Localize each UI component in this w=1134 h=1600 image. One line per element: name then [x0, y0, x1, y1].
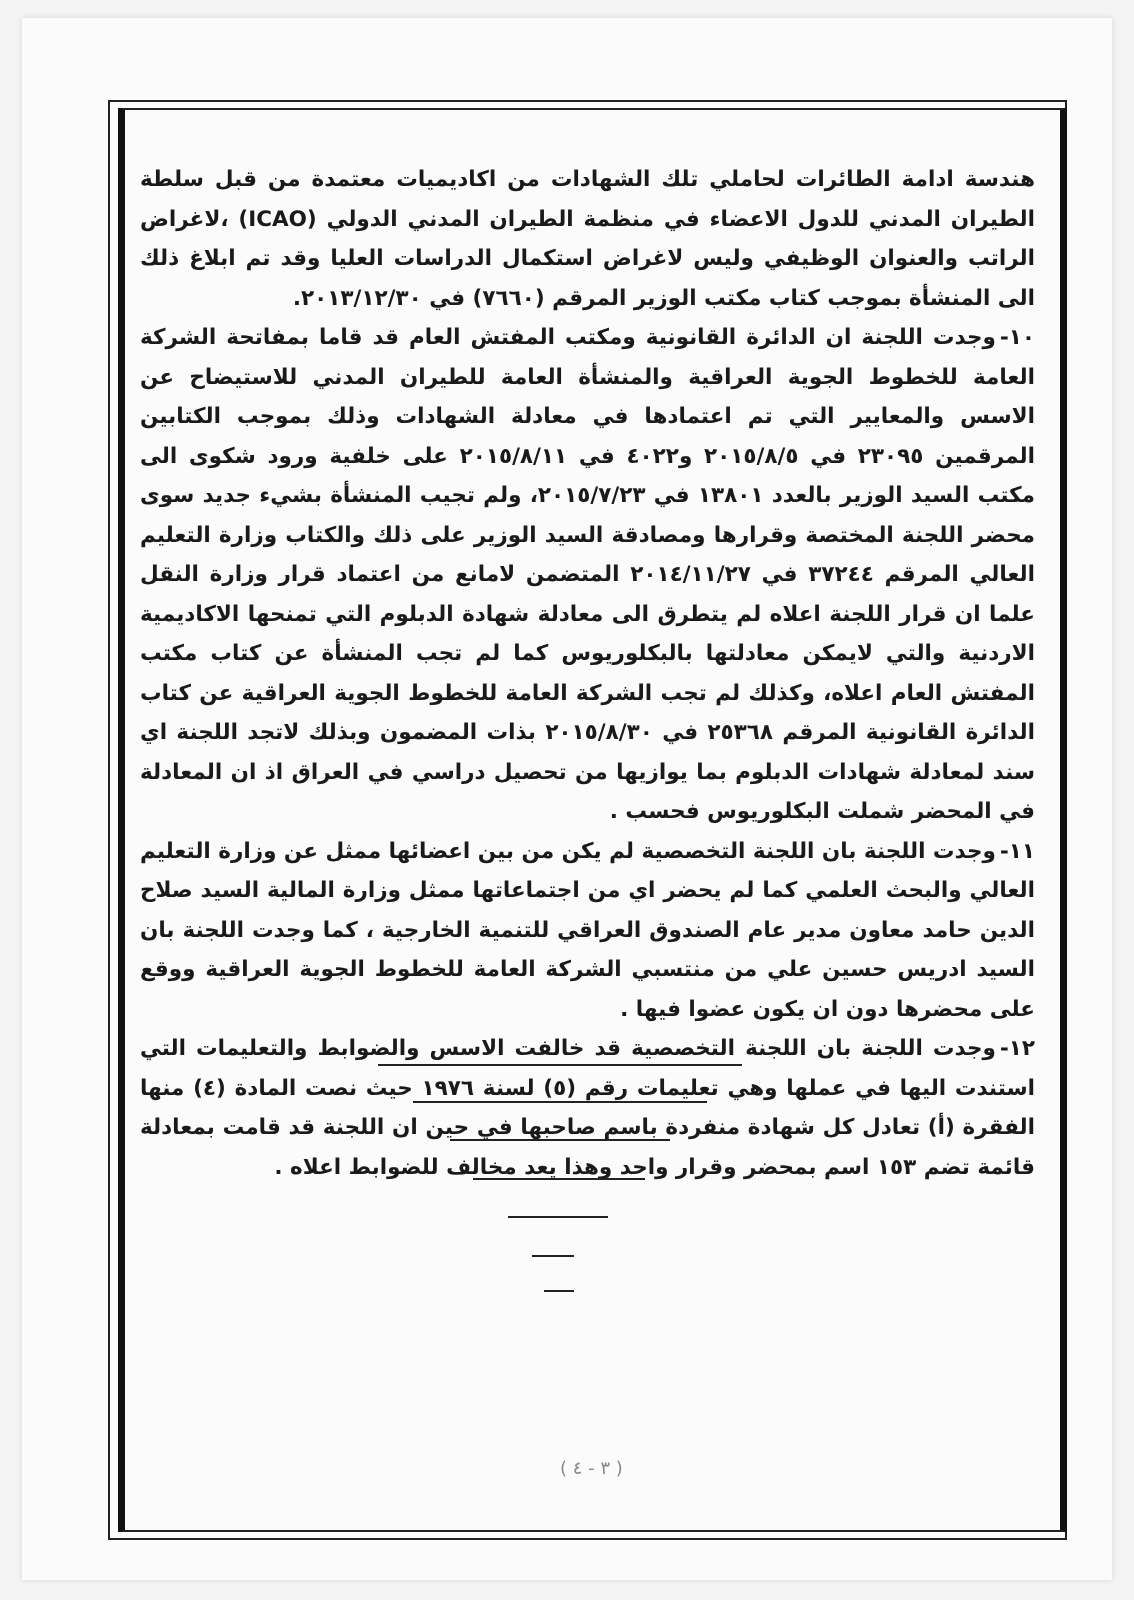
closing-rule — [450, 1139, 670, 1141]
closing-rule — [413, 1101, 707, 1103]
item-text: وجدت اللجنة ان الدائرة القانونية ومكتب المفتش العام قد قاما بمفاتحة الشركة العامة للخطوط الجوية العراقية والمنشأة العامة للطيران المدني للاستيضاح عن الاسس والمعايير التي تم اعتمادها في معادلة الشهادات وذلك بموجب الكتابين المرقمين ٢٣٠٩٥ في ٢٠١٥/٨/٥ و٤٠٢٢ في ٢٠١٥/٨/١١ على خلفية ورود شكوى الى مكتب السيد الوزير بالعدد ١٣٨٠١ في ٢٠١٥/٧/٢٣، ولم تجيب المنشأة بشيء جديد سوى محضر اللجنة المختصة وقرارها ومصادقة السيد الوزير على ذلك والكتاب وزارة التعليم العالي المرقم ٣٧٢٤٤ في ٢٠١٤/١١/٢٧ المتضمن لامانع من اعتماد قرار وزارة النقل علما ان قرار اللجنة اعلاه لم يتطرق الى معادلة شهادة الدبلوم التي تمنحها الاكاديمية الاردنية والتي لايمكن معادلتها بالبكلوريوس كما لم تجب المنشأة عن كتاب مكتب المفتش العام اعلاه، وكذلك لم تجب الشركة العامة للخطوط الجوية العراقية عن كتاب الدائرة القانونية المرقم ٢٥٣٦٨ في ٢٠١٥/٨/٣٠ بذات المضمون وبذلك لاتجد اللجنة اي سند لمعادلة شهادات الدبلوم بما يوازيها من تحصيل دراسي في العراق اذ ان المعادلة في المحضر شملت البكلوريوس فحسب . — [140, 325, 1035, 824]
closing-rule — [544, 1290, 574, 1292]
numbered-item-12 — [140, 1029, 1035, 1187]
numbered-item-10 — [140, 318, 1035, 832]
paragraph-continuation — [140, 160, 1035, 318]
item-text: وجدت اللجنة بان اللجنة التخصصية قد خالفت الاسس والضوابط والتعليمات التي استندت اليها في عملها وهي تعليمات رقم (٥) لسنة ١٩٧٦ حيث نصت المادة (٤) منها الفقرة (أ) تعادل كل شهادة منفردة باسم صاحبها في حين ان اللجنة قد قامت بمعادلة قائمة تضم ١٥٣ اسم بمحضر وقرار واحد وهذا يعد مخالف للضوابط اعلاه . — [140, 1036, 1035, 1180]
closing-rule — [532, 1255, 574, 1257]
numbered-item-11 — [140, 832, 1035, 1030]
closing-rule — [473, 1178, 645, 1180]
closing-rule — [378, 1064, 742, 1066]
paragraph-text: هندسة ادامة الطائرات لحاملي تلك الشهادات من اكاديميات معتمدة من قبل سلطة الطيران المدني للدول الاعضاء في منظمة الطيران المدني الدولي (ICAO) ،لاغراض الراتب والعنوان الوظيفي وليس لاغراض استكمال الدراسات العليا وقد تم ابلاغ ذلك الى المنشأة بموجب كتاب مكتب الوزير المرقم (٧٦٦٠) في ٢٠١٣/١٢/٣٠. — [140, 167, 1035, 311]
item-number: ١٠- — [999, 325, 1035, 350]
item-number: ١١- — [999, 838, 1035, 864]
item-text: وجدت اللجنة بان اللجنة التخصصية لم يكن من بين اعضائها ممثل عن وزارة التعليم العالي والبحث العلمي كما لم يحضر اي من اجتماعاتها ممثل وزارة المالية السيد صلاح الدين حامد معاون مدير عام الصندوق العراقي للتنمية الخارجية ، كما وجدت اللجنة بان السيد ادريس حسين علي من منتسبي الشركة العامة للخطوط الجوية العراقية ووقع على محضرها دون ان يكون عضوا فيها . — [140, 838, 1035, 1022]
item-number: ١٢- — [999, 1036, 1035, 1061]
page-number: ( ٣ - ٤ ) — [560, 1458, 623, 1479]
closing-rule — [508, 1216, 608, 1218]
document-body — [140, 160, 1035, 1187]
